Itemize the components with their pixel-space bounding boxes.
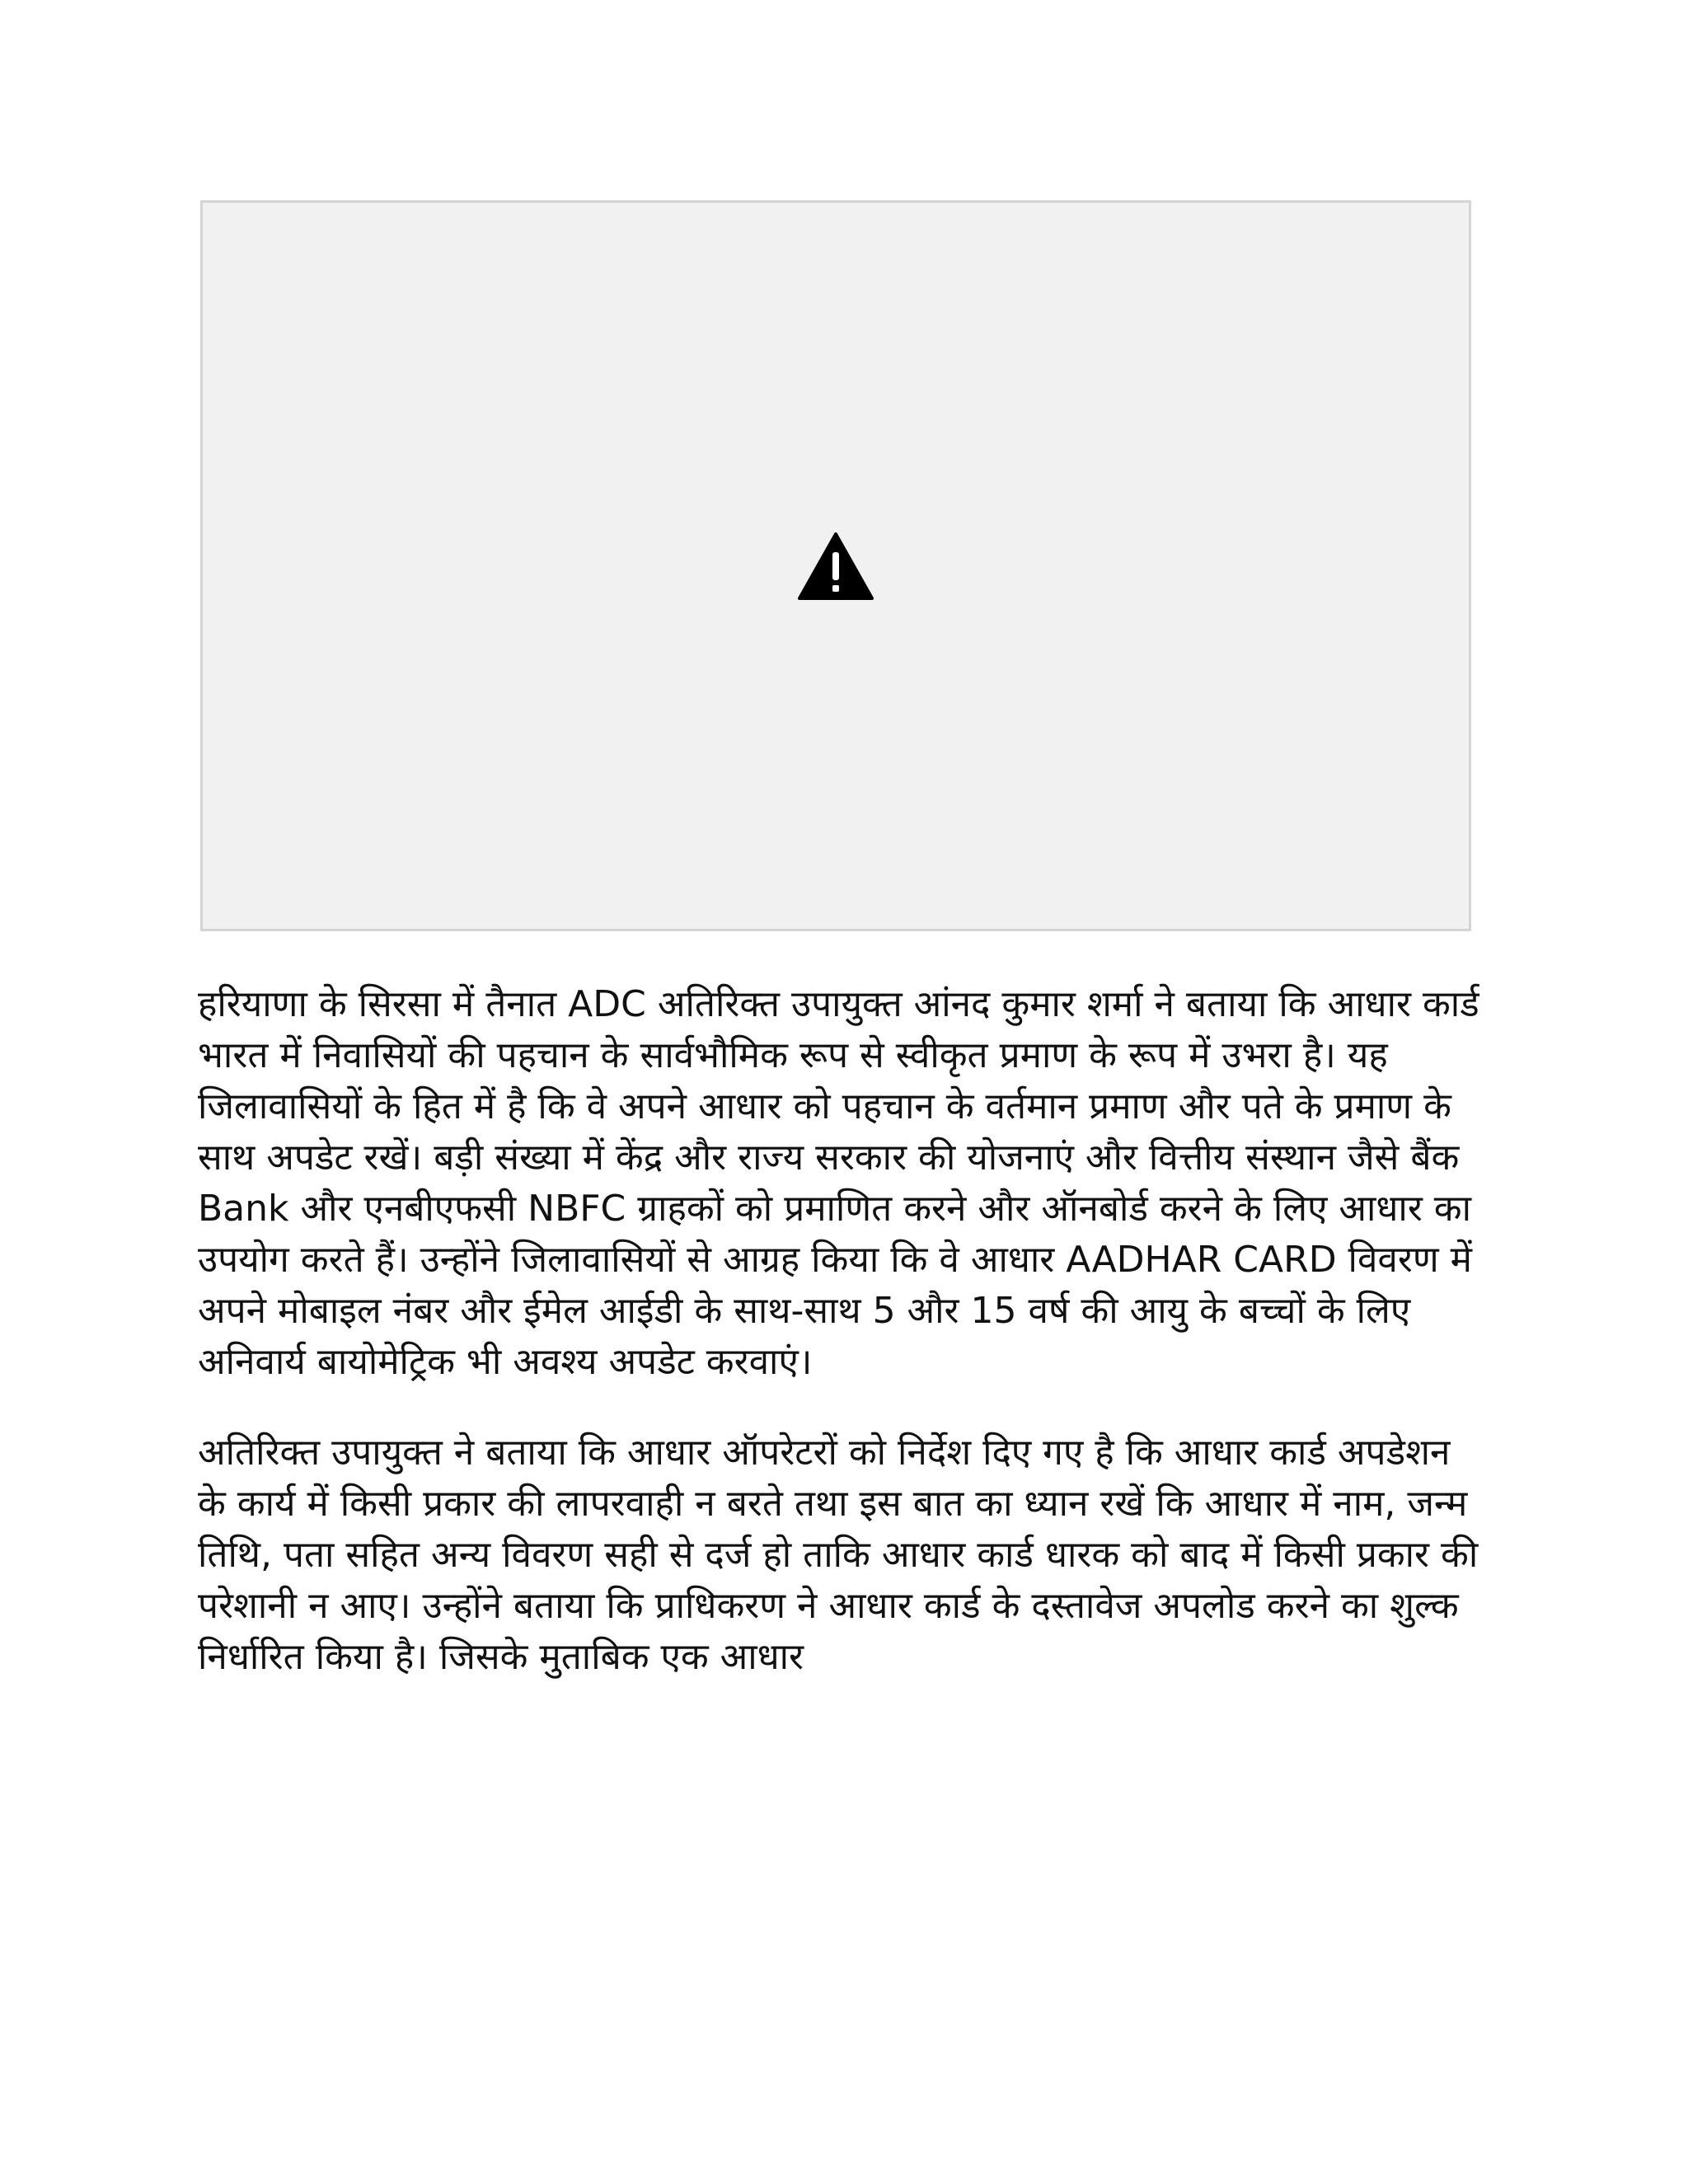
article-body — [198, 979, 1484, 1722]
article-paragraph: हरियाणा के सिरसा में तैनात ADC अतिरिक्त उपायुक्त आंनद कुमार शर्मा ने बताया कि आधार कार्ड भारत में निवासियों की पहचान के सार्वभौमिक रूप से स्वीकृत प्रमाण के रूप में उभरा है। यह जिलावासियों के हित में है कि वे अपने आधार को पहचान के वर्तमान प्रमाण और पते के प्रमाण के साथ अपडेट रखें। बड़ी संख्या में केंद्र और राज्य सरकार की योजनाएं और वित्तीय संस्थान जैसे बैंक Bank और एनबीएफसी NBFC ग्राहकों को प्रमाणित करने और ऑनबोर्ड करने के लिए आधार का उपयोग करते हैं। उन्होंने जिलावासियों से आग्रह किया कि वे आधार AADHAR CARD विवरण में अपने मोबाइल नंबर और ईमेल आईडी के साथ-साथ 5 और 15 वर्ष की आयु के बच्चों के लिए अनिवार्य बायोमेट्रिक भी अवश्य अपडेट करवाएं। — [198, 983, 1479, 1383]
article-paragraph: अतिरिक्त उपायुक्त ने बताया कि आधार ऑपरेटरों को निर्देश दिए गए है कि आधार कार्ड अपडेशन के कार्य में किसी प्रकार की लापरवाही न बरते तथा इस बात का ध्यान रखें कि आधार में नाम, जन्म तिथि, पता सहित अन्य विवरण सही से दर्ज हो ताकि आधार कार्ड धारक को बाद में किसी प्रकार की परेशानी न आए। उन्होंने बताया कि प्राधिकरण ने आधार कार्ड के दस्तावेज अपलोड करने का शुल्क निर्धारित किया है। जिसके मुताबिक एक आधार — [198, 1432, 1479, 1678]
warning-icon — [798, 532, 874, 600]
broken-image-placeholder — [200, 200, 1471, 931]
